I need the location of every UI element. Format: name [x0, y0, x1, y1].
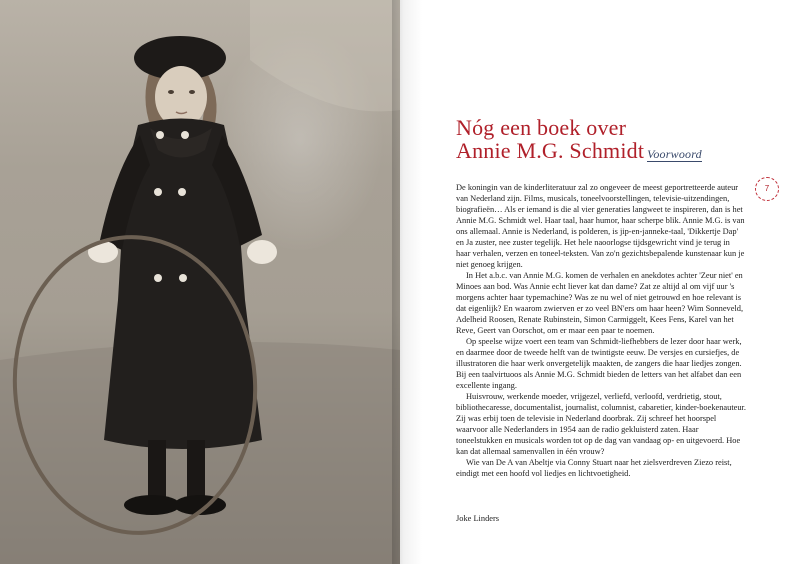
title-line-1: Nóg een boek over [456, 115, 627, 140]
title-line-2 [456, 139, 702, 166]
paragraph-3: Op speelse wijze voert een team van Schmidt-liefhebbers de lezer door haar werk, en daarmee door de tweede helft van de twintigste eeuw. De versjes en cursiefjes, de illustratoren die haar werk onvergetelijk maakten, de zangers die haar liedjes zongen. Bij een taalvirtuoos als Annie M.G. Schmidt bieden de letters van het alfabet dan een excellente ingang. [456, 337, 742, 390]
paragraph-1: De koningin van de kinderliteratuur zal zo ongeveer de meest geportretteerde auteur van Nederland zijn. Films, musicals, toneelvoorstellingen, televisie-uitzendingen, biografieën… Als er iemand is die al vier generaties langweet te inspireren, dan is het Annie M.G. Schmidt wel. Haar taal, haar humor, haar scherpe blik. Annie M.G. is van ons allemaal. Annie is Nederland, is polderen, is jip-en-janneke-taal, 'Dikkertje Dap' en Ja zuster, nee zuster tegelijk. Het hele naoorlogse tijdsgewricht vind je terug in haar verhalen, verzen en toneel-teksten. Van zo'n gezichtsbepalende kunstenaar kun je niet genoeg krijgen. [456, 183, 745, 269]
section-subtitle: Voorwoord [647, 147, 702, 161]
author-signature: Joke Linders [456, 514, 500, 523]
page-number: 7 [755, 177, 779, 201]
paragraph-4: Huisvrouw, werkende moeder, vrijgezel, verliefd, verloofd, verdrietig, stout, bibliothecaresse, documentalist, journalist, columnist, cabaretier, kinder-boekenauteur. Zij was erbij toen de televisie in Nederland doorbrak. Zij schreef het hoorspel waarvoor alle Nederlanders in 1954 aan de radio gekluisterd zaten. Haar toneelstukken en musicals worden tot op de dag van vandaag op- en uitgevoerd. Hoe kan dat allemaal samenvallen in één vrouw? [456, 392, 746, 456]
page-title [456, 116, 702, 166]
body-text [456, 182, 746, 479]
paragraph-5: Wie van De A van Abeltje via Conny Stuart naar het zielsverdreven Ziezo reist, eindigt met een hoofd vol liedjes en lichtvoetigheid. [456, 458, 732, 478]
right-page [400, 0, 800, 564]
paragraph-2: In Het a.b.c. van Annie M.G. komen de verhalen en anekdotes achter 'Zeur niet' en Minoes aan bod. Was Annie echt liever kat dan dame? Zat ze altijd al om vijf uur 's morgens achter haar typemachine? Was ze nu wel of niet getrouwd en hoe relevant is dat eigenlijk? En waarom zwierven er zo veel BN'ers om haar heen? Wim Sonneveld, Adelheid Roosen, Renate Rubinstein, Simon Carmiggelt, Kees Fens, Karel van het Reve, Geert van Oorschot, om er maar een paar te noemen. [456, 271, 744, 335]
title-line-2-text: Annie M.G. Schmidt [456, 138, 645, 163]
